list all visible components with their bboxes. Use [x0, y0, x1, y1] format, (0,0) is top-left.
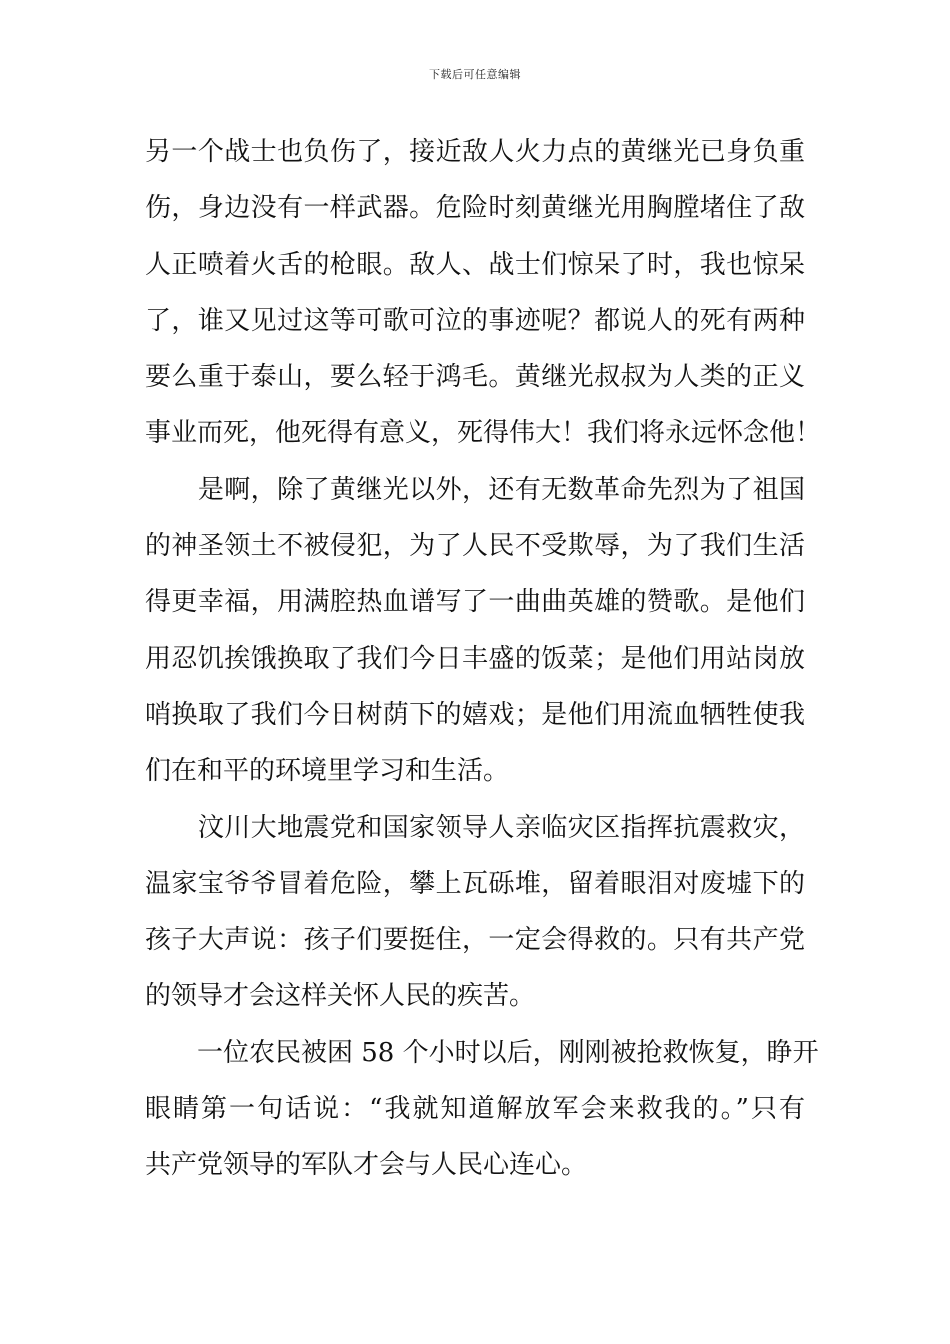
text-line: 得更幸福，用满腔热血谱写了一曲曲英雄的赞歌。是他们: [145, 587, 805, 618]
text-line: 了，谁又见过这等可歌可泣的事迹呢？都说人的死有两种: [145, 305, 805, 336]
text-line: 孩子大声说：孩子们要挺住，一定会得救的。只有共产党: [145, 925, 805, 956]
text-line: 另一个战士也负伤了，接近敌人火力点的黄继光已身负重: [145, 137, 805, 167]
text-line: 是啊，除了黄继光以外，还有无数革命先烈为了祖国: [145, 474, 805, 505]
paragraph-1: [145, 124, 822, 462]
text-line: 伤，身边没有一样武器。危险时刻黄继光用胸膛堵住了敌: [145, 193, 805, 224]
paragraph-4: [145, 1025, 819, 1194]
text-line: 要么重于泰山，要么轻于鸿毛。黄继光叔叔为人类的正义: [145, 362, 805, 393]
document-body: [145, 124, 822, 1194]
paragraph-2: [145, 462, 810, 800]
text-line: 共产党领导的军队才会与人民心连心。: [145, 1150, 588, 1181]
text-line: 一位农民被困 58 个小时以后，刚刚被抢救恢复，睁开: [145, 1037, 819, 1068]
text-line: 哨换取了我们今日树荫下的嬉戏；是他们用流血牺牲使我: [145, 699, 805, 730]
text-line: 们在和平的环境里学习和生活。: [145, 756, 510, 787]
text-line: 眼睛第一句话说：“我就知道解放军会来救我的。”只有: [145, 1094, 805, 1125]
text-line: 用忍饥挨饿换取了我们今日丰盛的饭菜；是他们用站岗放: [145, 643, 805, 674]
text-line: 的领导才会这样关怀人民的疾苦。: [145, 981, 536, 1012]
text-line: 人正喷着火舌的枪眼。敌人、战士们惊呆了时，我也惊呆: [145, 249, 805, 280]
paragraph-3: [145, 800, 810, 1025]
text-line: 的神圣领土不被侵犯，为了人民不受欺辱，为了我们生活: [145, 531, 805, 562]
text-line: 事业而死，他死得有意义，死得伟大！我们将永远怀念他！: [145, 418, 822, 449]
text-line: 温家宝爷爷冒着危险，攀上瓦砾堆，留着眼泪对废墟下的: [145, 868, 805, 899]
text-line: 汶川大地震党和国家领导人亲临灾区指挥抗震救灾，: [145, 812, 805, 843]
page-header: 下载后可任意编辑: [429, 68, 521, 81]
